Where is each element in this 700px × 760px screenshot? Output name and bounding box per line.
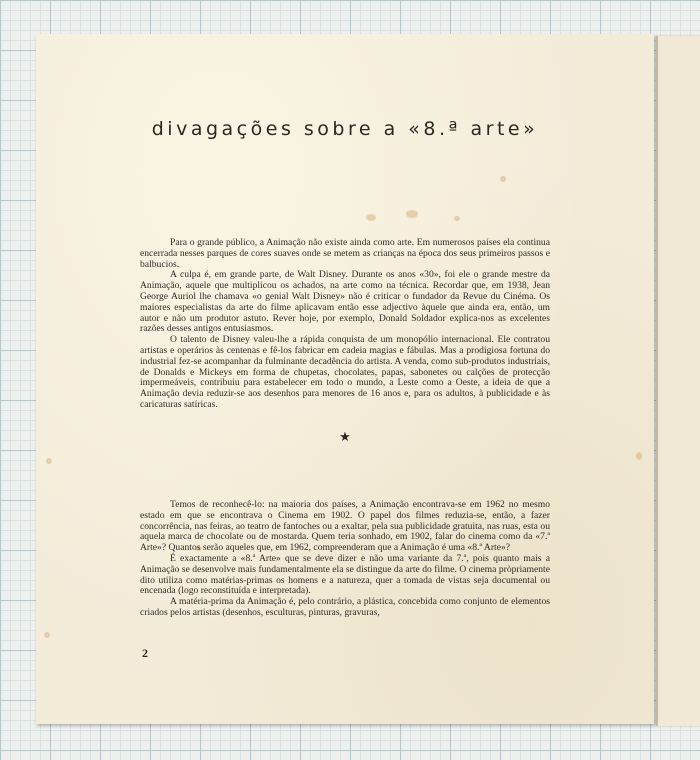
text-section-2: [140, 500, 550, 619]
paragraph: Temos de reconhecê-lo: na maioria dos países, a Animação encontrava-se em 1962 no mesmo estado em que se encontrava o Cinema em 1902. O papel dos filmes reduzia-se, então, a fazer concorrência, nas feiras, ao teatro de fantoches ou a exaltar, pela sua publicidade gratuita, nas ruas, esta ou aquela marca de chocolate ou de mostarda. Quem teria sonhado, em 1902, falar do cinema como da «7.ª Arte»? Quantos serão aqueles que, em 1962, compreenderam que a Animação é uma «8.ª Arte»?: [140, 499, 550, 554]
paper-stain: [636, 452, 642, 460]
paper-stain: [44, 632, 50, 638]
paragraph: É exactamente a «8.ª Arte» que se deve dizer e não uma variante da 7.ª, pois quanto mais a Animação se desenvolve mais fundamentalmente ela se distingue da arte do filme. O cinema pròpriamente dito utiliza como matérias-primas os homens e a natureza, quer a tomada de vistas seja documental ou encenada (logo reconstituída e interpretada).: [140, 552, 550, 597]
star-ornament: ★: [339, 430, 351, 445]
paper-stain: [500, 176, 506, 182]
text-section-1: [140, 238, 550, 411]
paper-stain: [454, 216, 460, 221]
paragraph: A culpa é, em grande parte, de Walt Disney. Durante os anos «30», foi ele o grande mestre da Animação, aquele que multiplicou os achados, na arte como na técnica. Recordar que, em 1938, Jean George Auriol lhe chamava «o genial Walt Disney» não é criticar o fundador da Revue du Cinéma. Os maiores especialistas da arte do filme aplicavam então esse adjectivo àquele que ainda era, então, um autor e não um produtor astuto. Rever hoje, por exemplo, Donald Soldador explica-nos as excelentes razões desses antigos entusiasmos.: [140, 269, 550, 335]
paragraph: O talento de Disney valeu-lhe a rápida conquista de um monopólio internacional. Ele contratou artistas e operários às centenas e fê-los fabricar em cadeia magias e fábulas. Mas a prodigiosa fortuna do industrial fez-se acompanhar da fulminante decadência do artista. A venda, como sub-produtos industriais, de Donalds e Mickeys em forma de chupetas, chocolates, papas, sabonetes ou calções de protecção impermeáveis, contribuiu para estabelecer em todo o mundo, a Leste como a Oeste, a ideia de que a Animação devia reduzir-se aos desenhos para menores de 16 anos e, para os adultos, à publicidade e às caricaturas satíricas.: [140, 334, 550, 410]
document-page: [36, 34, 654, 724]
next-page-edge: [656, 36, 700, 726]
paragraph: A matéria-prima da Animação é, pelo contrário, a plástica, concebida como conjunto de elementos criados pelos artistas (desenhos, esculturas, pinturas, gravuras,: [140, 596, 550, 618]
paper-stain: [46, 458, 52, 464]
paper-stain: [366, 214, 376, 221]
paper-stain: [406, 210, 418, 218]
page-title: divagações sobre a «8.ª arte»: [151, 118, 539, 140]
page-number: 2: [142, 646, 148, 660]
paragraph: Para o grande público, a Animação não existe ainda como arte. Em numerosos países ela continua encerrada nesses parques de cores suaves onde se metem as crianças na época dos seus primeiros passos e balbucios.: [140, 237, 550, 270]
